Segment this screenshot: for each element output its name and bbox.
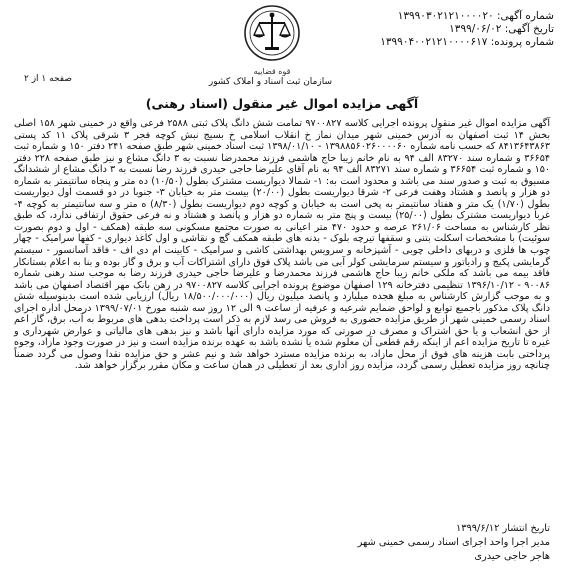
ad-number: شماره آگهی: ۱۳۹۹۰۳۰۲۱۲۱۰۰۰۰۲۰ <box>397 10 554 22</box>
scales-emblem-icon <box>243 4 301 62</box>
page-number: صفحه ۱ از ۲ <box>24 74 72 84</box>
judiciary-label: قوه قضاییه <box>253 67 291 76</box>
signer-name: هاجر حاجی حیدری <box>474 551 550 562</box>
file-number: شماره پرونده: ۱۳۹۹۰۴۰۰۲۱۲۱۰۰۰۰۶۱۷ <box>380 36 554 48</box>
reference-info <box>380 10 554 49</box>
organization-name <box>208 66 332 88</box>
signer-office: مدیر اجرا واحد اجرای اسناد رسمی خمینی شهر <box>357 537 550 548</box>
notice-title: آگهی مزایده اموال غیر منقول (اسناد رهنی) <box>145 96 419 111</box>
ad-date: تاریخ آگهی: ۱۳۹۹/۰۶/۰۲ <box>449 23 554 35</box>
publish-date: تاریخ انتشار ۱۳۹۹/۶/۱۲ <box>455 523 550 534</box>
notice-body: آگهی مزایده اموال غیر منقول پرونده اجرایی کلاسه ۹۷۰۰۸۲۷ تمامت شش دانگ پلاک ثبتی ۲۵۸۸ فرعی واقع در خمینی شهر ۱۵۸ اصلی بخش ۱۴ ثبت اصفهان به آدرس خمینی شهر میدان نماز خ انقلاب اسلامی خ بسیج نبش کوچه فجر ۳ شرقی پلاک ۱۱ کد پستی ۸۴۱۳۶۴۳۸۶۳ که حسب نامه شماره ۱۳۹۸۸۵۶۰۲۶۰۰۰۰۶۰ - ۱۳۹۸/۰۱/۱۰ ثبت اسناد خمینی شهر طبق صفحه ۲۴۱ دفتر ۱۵۰ و شماره ثبت ۳۶۶۵۴ و شماره سند ۸۳۲۷۰ الف ۹۴ به نام خانم زیبا حاج هاشمی فرزند محمدرضا نسبت به ۳ دانگ مشاع و نیز طبق صفحه ۲۲۸ دفتر ۱۵۰ و شماره ثبت ۳۶۶۵۴ و شماره سند ۸۳۲۷۱ الف ۹۴ به نام آقای علیرضا حاجی حیدری فرزند رضا نسبت به ۳ دانگ مشاع از ششدانگ مسبوق به ثبت و صدور سند می باشد و محدود است به: ۱- شمالا دیواریست مشترک بطول (۱۰/۵۰) ده متر و پنجاه سانتیمتر به شماره دو هزار و پانصد و هشتاد وهفت فرعی ۲- شرقا دیواریست بطول (۲۰/۰۰) بیست متر به خیابان ۳- جنوبا در دو قسمت اول دیواریست بطول (۱/۷۰) یک متر و هفتاد سانتیمتر به پخی است به خیابان و کوچه دوم دیواریست بطول (۸/۳۰) ه متر و سه سانتیمتر به کوچه ۴- غربا دیواریست مشترک بطول (۲۵/۰۰) بیست و پنج متر به شماره دو هزار و پانصد و هشتاد و نه فرعی حقوق ارتفاقی ندارد، که طبق نظر کارشناس به مساحت ۲۶۱/۰۶ عرصه و حدود ۴۷۰ متر اعیانی به صورت مجتمع مسکونی سه طبقه (همکف - اول و دوم بصورت سوئیت) با مشخصات اسکلت بتنی و سقفها تیرچه بلوک - بدنه های طبقه همکف گچ و نقاشی و اول کاغذ دیواری - کفها سرامیک - چهار چوب ها فلزی و دربهای داخلی چوبی - آشپزخانه و سرویس بهداشتی کاشی و سرامیک - کابینت ام دی اف - فاقد آسانسور - سیستم گرمایشی پکیج و رادیاتور و سیستم سرمایشی کولر آبی می باشد پلاک فوق دارای اشتراکات آب و برق و گاز بوده و بنا به اعلام بستانکار فاقد بیمه می باشد که ملکی خانم زیبا حاج هاشمی فرزند محمدرضا و علیرضا حاجی حیدری فرزند رضا به موجب سند رهنی شماره ۹۰۰۸۶ - ۱۳۹۶/۱۰/۱۲ تنظیمی دفترخانه ۱۲۹ اصفهان موضوع پرونده اجرایی کلاسه ۹۷۰۰۸۲۷ در رهن بانک مهر اقتصاد اصفهان می باشد و به موجب گزارش کارشناس به مبلغ هجده میلیارد و پانصد میلیون ریال (۱۸/۵۰۰/۰۰۰/۰۰۰ ریال) ارزیابی شده است بدینوسیله شش دانگ پلاک مذکور باجمیع توابع و لواحق ضمایم شرعیه و عرفیه از ساعت ۹ الی ۱۲ روز سه شنبه مورخ ۱۳۹۹/۰۷/۰۱ درمحل اداره اجرای اسناد رسمی خمینی شهر از طریق مزایده حضوری به فروش می رسد لازم به ذکر است پرداخت بدهی های مربوط به آب، برق، گاز اعم از حق انشعاب و یا حق اشتراک و مصرف در صورتی که مورد مزایده دارای آنها باشد و نیز بدهی های مالیاتی و عوارض شهرداری و غیره تا تاریخ مزایده اعم از اینکه رقم قطعی آن معلوم شده یا نشده باشد به عهده برنده مزایده است و نیز در صورت وجود مازاد، وجوه پرداختی بابت هزینه های فوق از محل مازاد، به برنده مزایده مسترد خواهد شد و نیم عشر و حق مزایده نقدا وصول می گردد ضمناً چنانچه روز مزایده تعطیل رسمی گردد، مزایده روز اداری بعد از تعطیلی در همان ساعت و مکان مقرر برگزار خواهد شد. <box>14 118 551 372</box>
signature-block <box>358 522 550 564</box>
org-label: سازمان ثبت اسناد و املاک کشور <box>208 77 332 87</box>
